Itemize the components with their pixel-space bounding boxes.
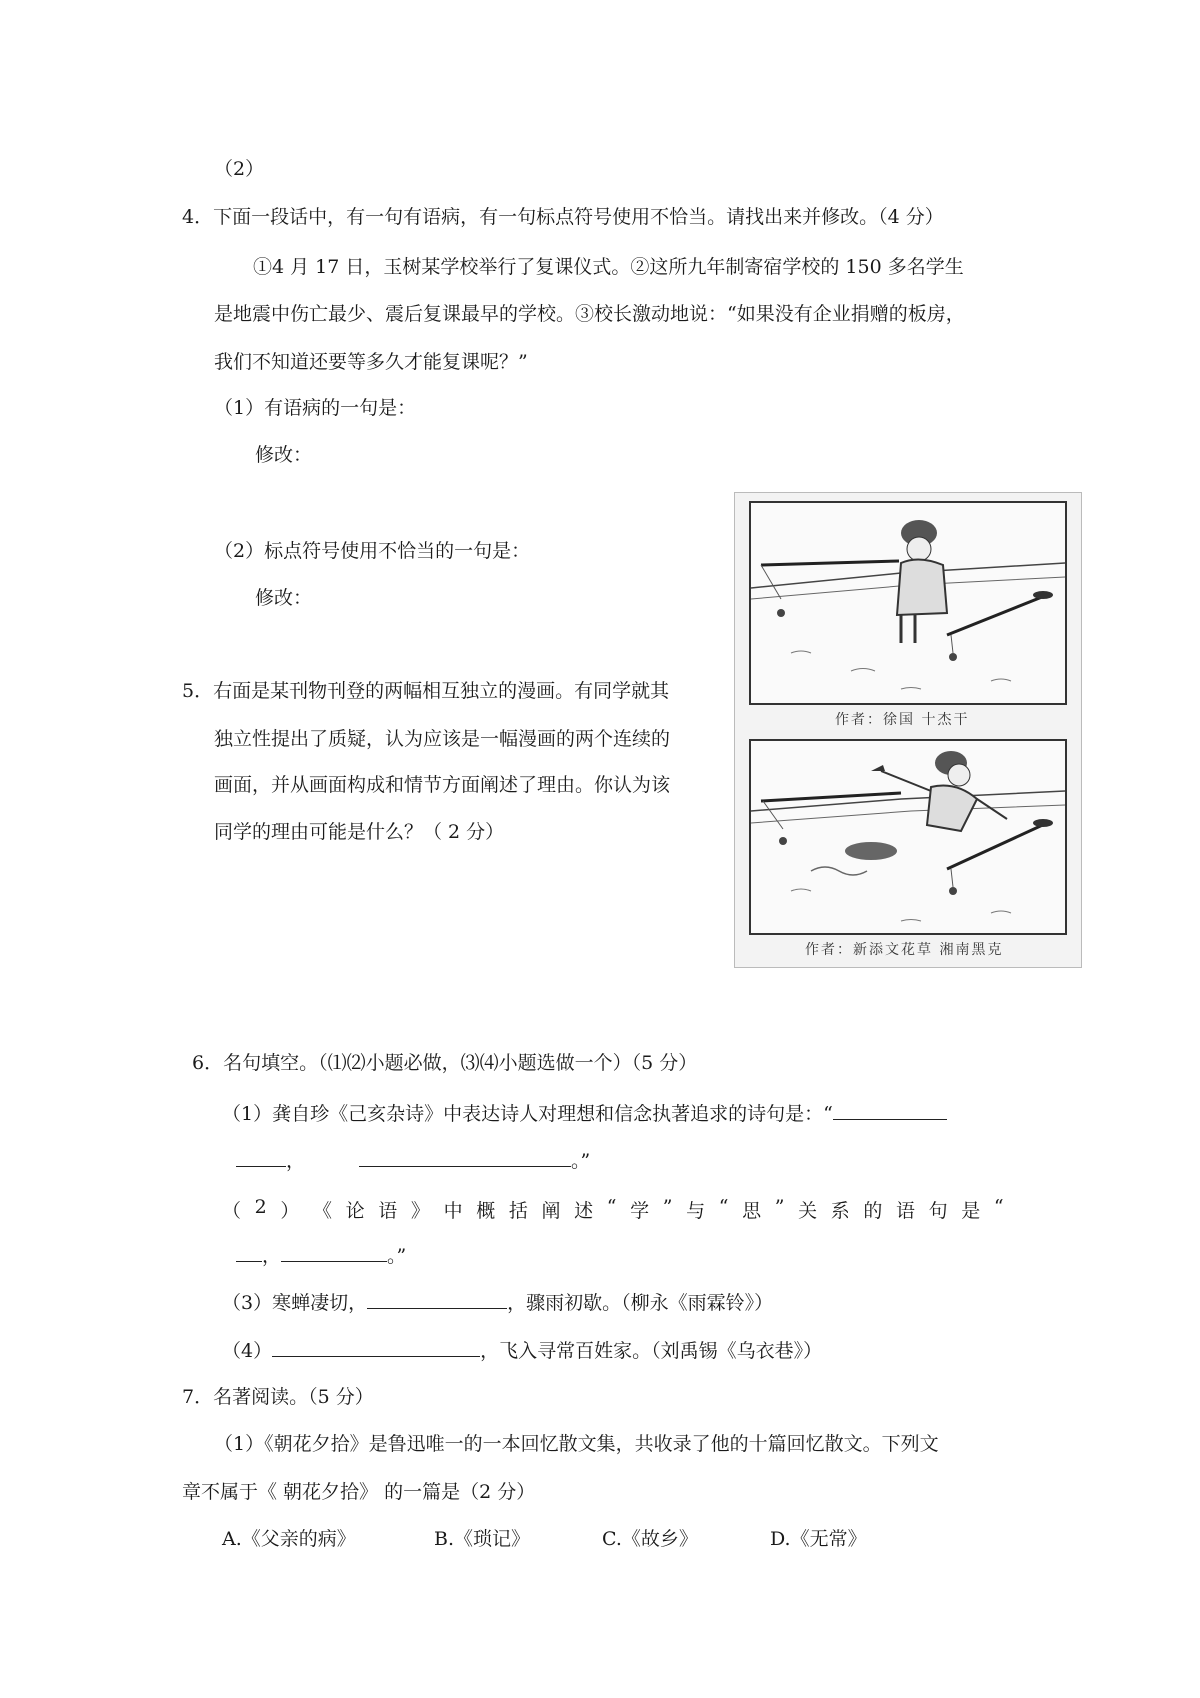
q6-sub2-char: 中	[443, 1200, 463, 1222]
q6-sub2-char: 》	[410, 1200, 430, 1222]
q7-para-line-2: 章不属于《 朝花夕拾》 的一篇是（2 分）	[182, 1481, 536, 1503]
q4-fix1-label: 修改：	[255, 444, 313, 466]
q7-option-c: C.《故乡》	[602, 1528, 698, 1550]
q7-option-b: B.《琐记》	[434, 1528, 531, 1550]
q6-sub2-blank-2[interactable]	[281, 1243, 387, 1262]
q6-sub2-char: 括	[508, 1200, 528, 1222]
q6-sub2-comma: ，	[262, 1245, 282, 1267]
q6-sub1-line	[222, 1101, 947, 1126]
prev-item-2: （2）	[214, 158, 265, 180]
q6-sub2-char: 概	[476, 1200, 496, 1222]
q6-sub2-char: 阐	[541, 1200, 561, 1222]
q6-title: 6．名句填空。（⑴⑵小题必做，⑶⑷小题选做一个）（5 分）	[192, 1052, 698, 1074]
q6-sub2-char: 的	[863, 1200, 883, 1222]
q4-title: 4．下面一段话中，有一句有语病，有一句标点符号使用不恰当。请找出来并修改。（4 分）	[182, 206, 944, 228]
q6-sub2-char: “	[718, 1196, 729, 1218]
q6-sub4-blank[interactable]	[272, 1338, 480, 1357]
q6-sub1-blank-2[interactable]	[359, 1148, 571, 1167]
q6-sub1-comma: ，	[286, 1150, 306, 1172]
q6-sub1-line-2	[236, 1148, 590, 1173]
q6-sub2-char: ”	[774, 1196, 785, 1218]
comic-panel-bottom	[749, 739, 1067, 935]
q6-sub2-char: ”	[662, 1196, 673, 1218]
comic-caption-top: 作者：徐国 十杰干	[835, 712, 970, 728]
q6-sub2-end: 。”	[387, 1245, 407, 1267]
q6-sub2-char: 关	[798, 1200, 818, 1222]
q6-sub4-text-b: ，飞入寻常百姓家。（刘禹锡《乌衣巷》）	[480, 1340, 823, 1362]
comic-panel-top	[749, 501, 1067, 705]
q6-sub2-char: 论	[345, 1200, 365, 1222]
comic-figure	[734, 492, 1082, 968]
q6-sub1-blank-1b[interactable]	[236, 1148, 286, 1167]
q6-sub3-text-b: ，骤雨初歇。（柳永《雨霖铃》）	[507, 1292, 774, 1314]
q6-sub1-text: （1）龚自珍《己亥杂诗》中表达诗人对理想和信念执著追求的诗句是：“	[222, 1103, 833, 1125]
q6-sub2-line-2	[236, 1243, 406, 1268]
q6-sub3-blank[interactable]	[367, 1290, 507, 1309]
q6-sub2-char: 与	[686, 1200, 706, 1222]
q4-sub1-label: （1）有语病的一句是：	[214, 397, 417, 419]
q6-sub2-char: 语	[378, 1200, 398, 1222]
q6-sub2-char: 是	[961, 1200, 981, 1222]
q6-sub1-blank-1a[interactable]	[833, 1101, 947, 1120]
q4-fix2-label: 修改：	[255, 587, 313, 609]
q4-sub2-label: （2）标点符号使用不恰当的一句是：	[214, 540, 531, 562]
comic-panel-bottom-drawing	[751, 741, 1065, 933]
q6-sub2-line	[222, 1196, 1004, 1223]
q6-sub1-end: 。”	[571, 1150, 591, 1172]
comic-caption-bottom: 作者：新添文花草 湘南黑克	[805, 942, 1004, 958]
q6-sub2-char: 《	[313, 1200, 333, 1222]
q6-sub2-char: ）	[280, 1200, 300, 1222]
comic-panel-top-drawing	[751, 503, 1065, 703]
q6-sub3-line	[222, 1290, 773, 1315]
q7-option-a: A.《父亲的病》	[222, 1528, 356, 1550]
q6-sub2-char: 2	[254, 1196, 267, 1218]
q6-sub2-char: （	[222, 1200, 242, 1222]
q7-option-d: D.《无常》	[770, 1528, 867, 1550]
q5-line-3: 画面，并从画面构成和情节方面阐述了理由。你认为该	[214, 774, 671, 796]
q6-sub2-char: 句	[928, 1200, 948, 1222]
q6-sub2-char: “	[993, 1196, 1004, 1218]
q5-line-4: 同学的理由可能是什么？（ 2 分）	[214, 821, 505, 843]
q5-line-2: 独立性提出了质疑，认为应该是一幅漫画的两个连续的	[214, 728, 671, 750]
q5-line-1: 5．右面是某刊物刊登的两幅相互独立的漫画。有同学就其	[182, 680, 670, 702]
q6-sub2-char: “	[606, 1196, 617, 1218]
q6-sub2-char: 语	[895, 1200, 915, 1222]
q7-para-line-1: （1）《朝花夕拾》是鲁迅唯一的一本回忆散文集，共收录了他的十篇回忆散文。下列文	[214, 1433, 939, 1455]
q6-sub2-char: 述	[574, 1200, 594, 1222]
q4-passage-line-2: 是地震中伤亡最少、震后复课最早的学校。③校长激动地说：“如果没有企业捐赠的板房，	[214, 303, 965, 325]
q4-passage-line-1: ①4 月 17 日，玉树某学校举行了复课仪式。②这所九年制寄宿学校的 150 多名学生	[253, 256, 964, 278]
q7-title: 7．名著阅读。（5 分）	[182, 1386, 374, 1408]
q6-sub2-char: 思	[742, 1200, 762, 1222]
q6-sub4-line	[222, 1338, 822, 1363]
q6-sub4-text-a: （4）	[222, 1340, 273, 1362]
q4-passage-line-3: 我们不知道还要等多久才能复课呢？”	[214, 351, 528, 373]
q6-sub2-char: 学	[630, 1200, 650, 1222]
q6-sub2-blank-1[interactable]	[236, 1243, 262, 1262]
q6-sub3-text-a: （3）寒蝉凄切，	[222, 1292, 368, 1314]
q6-sub2-char: 系	[830, 1200, 850, 1222]
